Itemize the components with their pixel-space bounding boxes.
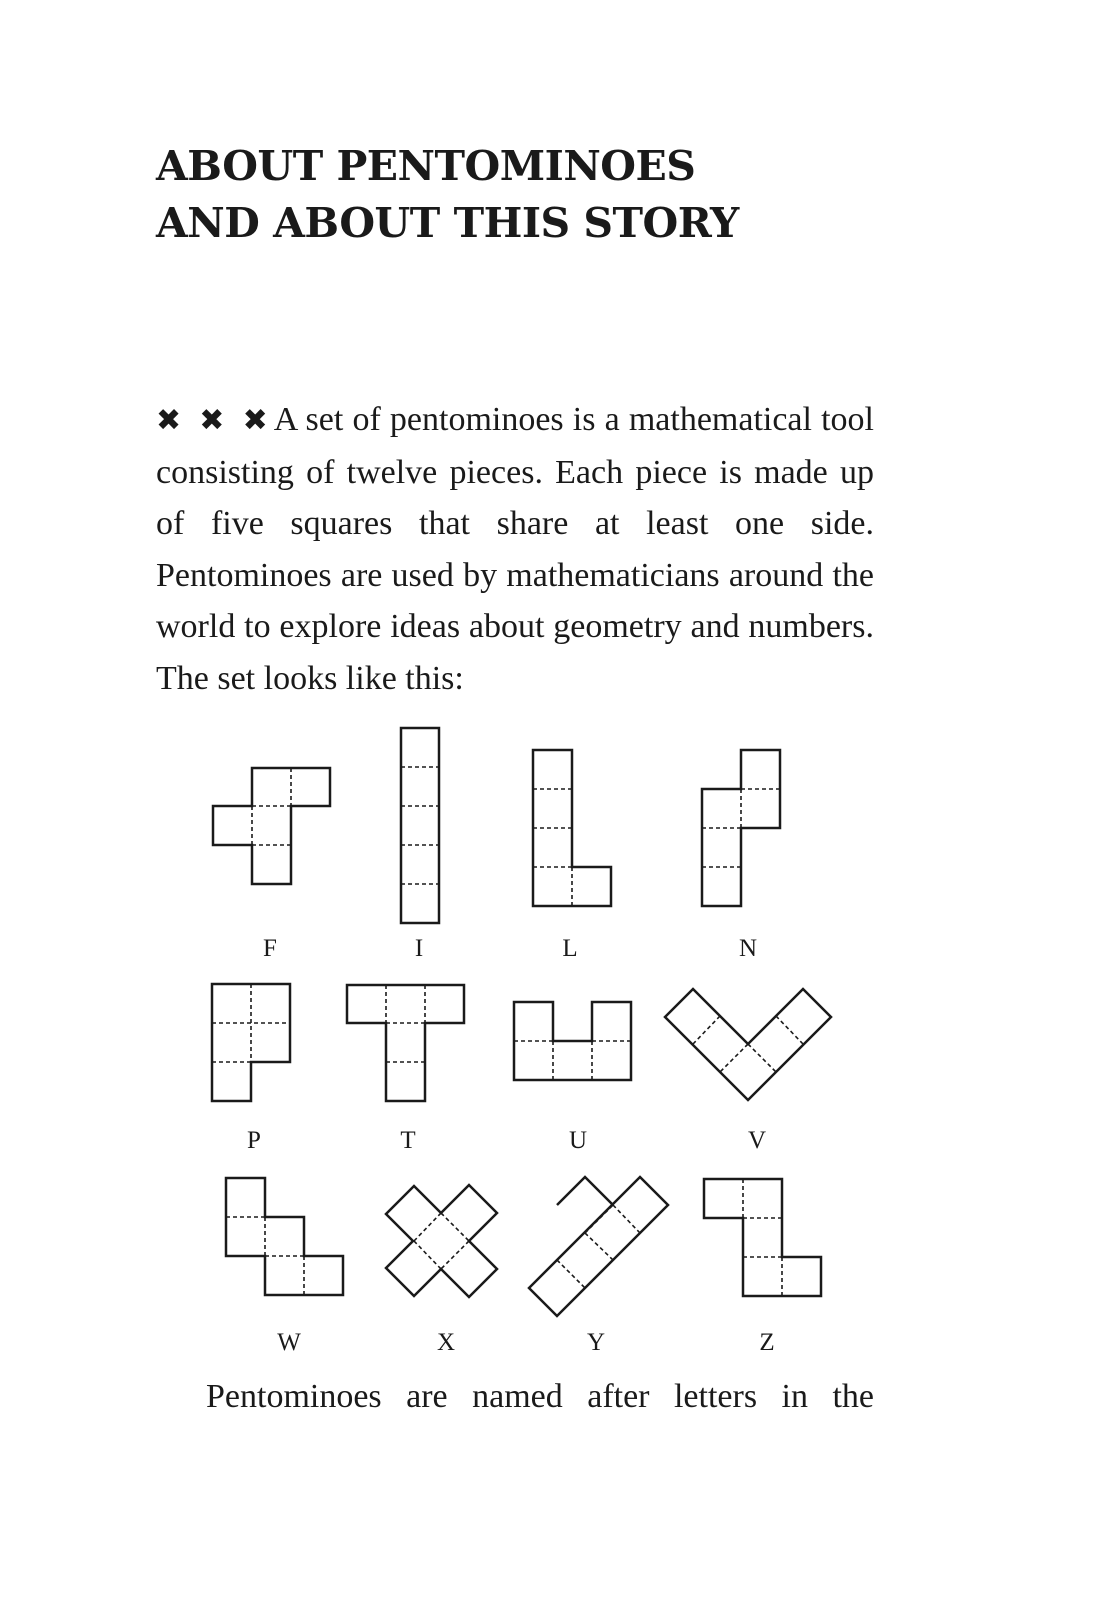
- pentomino-n: [702, 750, 780, 906]
- label-l: L: [562, 935, 578, 962]
- naming-paragraph: Pentominoes are named after letters in the: [206, 1378, 874, 1415]
- label-p: P: [247, 1127, 261, 1154]
- label-w: W: [277, 1329, 301, 1356]
- heading-line-1: ABOUT PENTOMINOES: [156, 142, 696, 190]
- pentomino-x: [386, 1185, 497, 1297]
- label-v: V: [747, 1127, 767, 1154]
- label-n: N: [738, 935, 758, 962]
- pentomino-w: [226, 1178, 343, 1295]
- label-u: U: [568, 1127, 588, 1154]
- intro-text: A set of pentominoes is a mathematical tool consisting of twelve pieces. Each piece is made up of five squares that share at least one side. Pentominoes are used by mathematicians around the world to explore ideas about geometry and numbers. The set looks like this:: [156, 401, 874, 697]
- pentomino-t: [347, 985, 464, 1101]
- pentomino-u: [514, 1002, 631, 1080]
- label-f: F: [263, 935, 277, 962]
- label-i: I: [414, 935, 424, 962]
- pentomino-f: [213, 768, 330, 884]
- pentomino-v: [665, 989, 831, 1100]
- section-break-marks: ✖ ✖ ✖: [156, 403, 272, 438]
- pentomino-z: [704, 1179, 821, 1296]
- heading-line-2: AND ABOUT THIS STORY: [156, 199, 739, 247]
- pentomino-l: [533, 750, 611, 906]
- label-z: Z: [759, 1329, 775, 1356]
- label-y: Y: [586, 1329, 606, 1356]
- pentomino-p: [212, 984, 290, 1101]
- label-x: X: [436, 1329, 456, 1356]
- pentomino-y: [529, 1177, 668, 1316]
- pentomino-i: [401, 728, 439, 923]
- label-t: T: [400, 1127, 416, 1154]
